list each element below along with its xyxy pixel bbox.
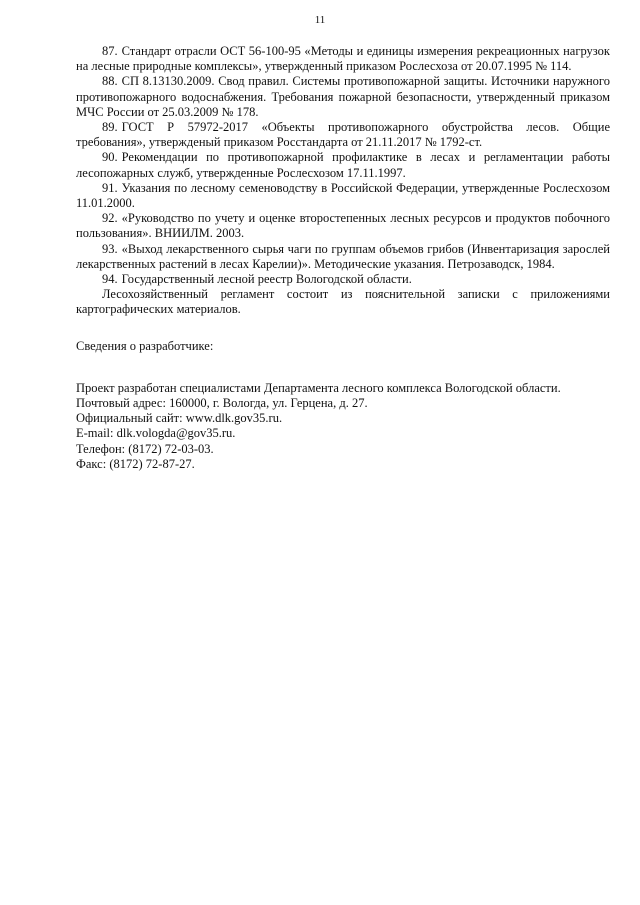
reference-text: Указания по лесному семеноводству в Российской Федерации, утвержденные Рослесхозом 11.01.2000. [76,180,610,211]
closing-paragraph: Лесохозяйственный регламент состоит из пояснительной записки с приложениями картографических материалов. [76,287,610,317]
reference-number: 87. [102,44,118,58]
reference-item [76,150,610,180]
reference-text: ГОСТ Р 57972-2017 «Объекты противопожарного обустройства лесов. Общие требования», утвержденый приказом Росстандарта от 21.11.2017 № 1792-ст. [76,120,610,150]
reference-text: «Выход лекарственного сырья чаги по группам объемов грибов (Инвентаризация зарослей лекарственных растений в лесах Карелии)». Методические указания. Петрозаводск, 1984. [76,241,610,271]
reference-text: СП 8.13130.2009. Свод правил. Системы противопожарной защиты. Источники наружного противопожарного водоснабжения. Требования пожарной безопасности, утвержденный приказом МЧС России от 25.03.2009 № 178. [76,74,610,119]
reference-item [76,181,610,211]
reference-item [76,211,610,241]
reference-text: Рекомендации по противопожарной профилактике в лесах и регламентации работы лесопожарных служб, утвержденные Рослесхозом 17.11.1997. [76,150,610,180]
reference-item [76,242,610,272]
reference-number: 90. [102,150,118,165]
reference-number: 94. [102,272,118,287]
reference-text: Государственный лесной реестр Вологодской области. [121,272,412,287]
reference-item [76,272,610,287]
page-number: 11 [314,14,326,26]
reference-text: «Руководство по учету и оценке второстепенных лесных ресурсов и продуктов побочного пользования». ВНИИЛМ. 2003. [76,211,610,241]
developer-email: E-mail: dlk.vologda@gov35.ru. [76,426,236,441]
reference-text: Стандарт отрасли ОСТ 56-100-95 «Методы и единицы измерения рекреационных нагрузок на лесные природные комплексы», утвержденный приказом Рослесхоза от 20.07.1995 № 114. [76,44,610,74]
developer-project: Проект разработан специалистами Департамента лесного комплекса Вологодской области. [76,380,561,395]
developer-address: Почтовый адрес: 160000, г. Вологда, ул. Герцена, д. 27. [76,396,368,411]
developer-fax: Факс: (8172) 72-87-27. [76,456,195,471]
developer-info [76,381,610,472]
page-content [76,44,610,472]
developer-heading: Сведения о разработчике: [76,338,214,353]
reference-number: 89. [102,120,118,135]
reference-item [76,74,610,120]
developer-website: Официальный сайт: www.dlk.gov35.ru. [76,411,283,426]
reference-number: 92. [102,211,118,226]
reference-item [76,44,610,74]
developer-phone: Телефон: (8172) 72-03-03. [76,441,214,456]
reference-number: 93. [102,241,118,256]
reference-number: 91. [102,180,118,195]
reference-list [76,44,610,287]
reference-item [76,120,610,150]
reference-number: 88. [102,74,118,89]
